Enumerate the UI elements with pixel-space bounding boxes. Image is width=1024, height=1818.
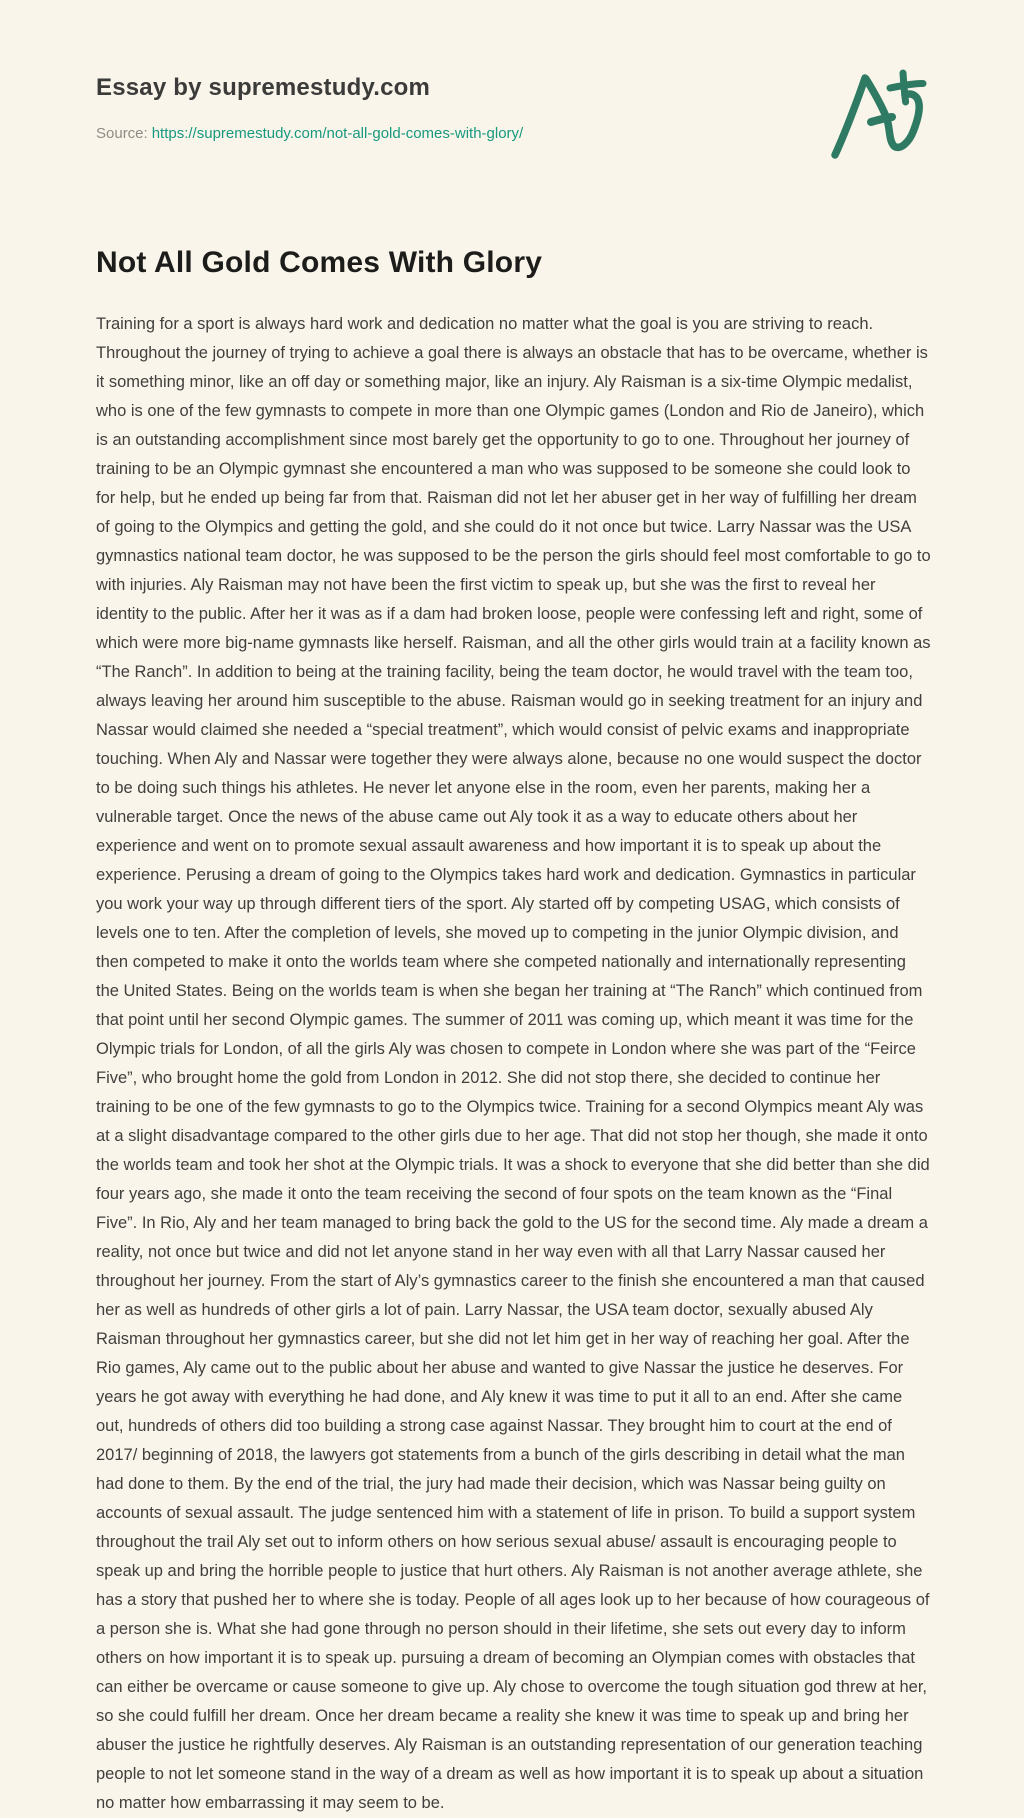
source-link[interactable]: https://supremestudy.com/not-all-gold-comes-with-glory/: [151, 125, 524, 142]
a-plus-logo-icon: [826, 56, 978, 182]
source-line: [96, 125, 930, 142]
site-title: Essay by supremestudy.com: [96, 74, 431, 101]
essay-body: Training for a sport is always hard work and dedication no matter what the goal is you are striving to reach. Throughout the journey of trying to achieve a goal there is always an obstacle that has to be overcame, whether is it something minor, like an off day or something major, like an injury. Aly Raisman is a six-time Olympic medalist, who is one of the few gymnasts to compete in more than one Olympic games (London and Rio de Janeiro), which is an outstanding accomplishment since most barely get the opportunity to go to one. Throughout her journey of training to be an Olympic gymnast she encountered a man who was supposed to be someone she could look to for help, but he ended up being far from that. Raisman did not let her abuser get in her way of fulfilling her dream of going to the Olympics and getting the gold, and she could do it not once but twice. Larry Nassar was the USA gymnastics national team doctor, he was supposed to be the person the girls should feel most comfortable to go to with injuries. Aly Raisman may not have been the first victim to speak up, but she was the first to reveal her identity to the public. After her it was as if a dam had broken loose, people were confessing left and right, some of which were more big-name gymnasts like herself. Raisman, and all the other girls would train at a facility known as “The Ranch”. In addition to being at the training facility, being the team doctor, he would travel with the team too, always leaving her around him susceptible to the abuse. Raisman would go in seeking treatment for an injury and Nassar would claimed she needed a “special treatment”, which would consist of pelvic exams and inappropriate touching. When Aly and Nassar were together they were always alone, because no one would suspect the doctor to be doing such things his athletes. He never let anyone else in the room, even her parents, making her a vulnerable target. Once the news of the abuse came out Aly took it as a way to educate others about her experience and went on to promote sexual assault awareness and how important it is to speak up about the experience. Perusing a dream of going to the Olympics takes hard work and dedication. Gymnastics in particular you work your way up through different tiers of the sport. Aly started off by competing USAG, which consists of levels one to ten. After the completion of levels, she moved up to competing in the junior Olympic division, and then competed to make it onto the worlds team where she competed nationally and internationally representing the United States. Being on the worlds team is when she began her training at “The Ranch” which continued from that point until her second Olympic games. The summer of 2011 was coming up, which meant it was time for the Olympic trials for London, of all the girls Aly was chosen to compete in London where she was part of the “Feirce Five”, who brought home the gold from London in 2012. She did not stop there, she decided to continue her training to be one of the few gymnasts to go to the Olympics twice. Training for a second Olympics meant Aly was at a slight disadvantage compared to the other girls due to her age. That did not stop her though, she made it onto the worlds team and took her shot at the Olympic trials. It was a shock to everyone that she did better than she did four years ago, she made it onto the team receiving the second of four spots on the team known as the “Final Five”. In Rio, Aly and her team managed to bring back the gold to the US for the second time. Aly made a dream a reality, not once but twice and did not let anyone stand in her way even with all that Larry Nassar caused her throughout her journey. From the start of Aly’s gymnastics career to the finish she encountered a man that caused her as well as hundreds of other girls a lot of pain. Larry Nassar, the USA team doctor, sexually abused Aly Raisman throughout her gymnastics career, but she did not let him get in her way of reaching her goal. After the Rio games, Aly came out to the public about her abuse and wanted to give Nassar the justice he deserves. For years he got away with everything he had done, and Aly knew it was time to put it all to an end. After she came out, hundreds of others did too building a strong case against Nassar. They brought him to court at the end of 2017/ beginning of 2018, the lawyers got statements from a bunch of the girls describing in detail what the man had done to them. By the end of the trial, the jury had made their decision, which was Nassar being guilty on accounts of sexual assault. The judge sentenced him with a statement of life in prison. To build a support system throughout the trail Aly set out to inform others on how serious sexual abuse/ assault is encouraging people to speak up and bring the horrible people to justice that hurt others. Aly Raisman is not another average athlete, she has a story that pushed her to where she is today. People of all ages look up to her because of how courageous of a person she is. What she had gone through no person should in their lifetime, she sets out every day to inform others on how important it is to speak up. pursuing a dream of becoming an Olympian comes with obstacles that can either be overcame or cause someone to give up. Aly chose to overcome the tough situation god threw at her, so she could fulfill her dream. Once her dream became a reality she knew it was time to speak up and bring her abuser the justice he rightfully deserves. Aly Raisman is an outstanding representation of our generation teaching people to not let someone stand in the way of a dream as well as how important it is to speak up about a situation no matter how embarrassing it may seem to be.: [96, 315, 931, 1812]
page-header: [96, 74, 930, 142]
essay-content: [96, 246, 930, 1818]
essay-title: Not All Gold Comes With Glory: [96, 246, 543, 279]
source-label: Source:: [96, 125, 148, 142]
